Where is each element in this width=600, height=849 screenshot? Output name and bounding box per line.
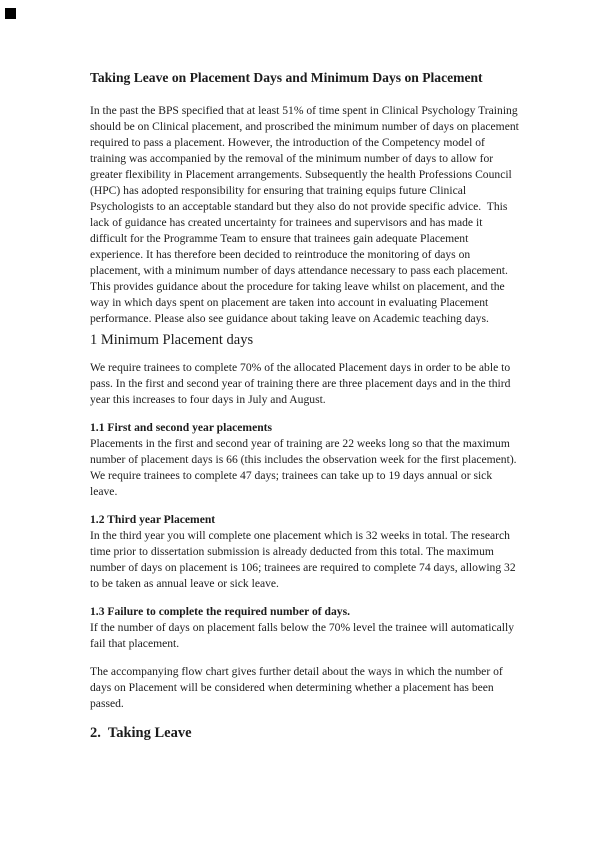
section-1-3-heading: 1.3 Failure to complete the required number of days. xyxy=(90,605,350,618)
section-1-1-paragraph: Placements in the first and second year of training are 22 weeks long so that the maximum number of placement days is 66 (this includes the observation week for the first placement). We require trainees to complete 47 days; trainees can take up to 19 days annual or sick leave. xyxy=(90,437,520,498)
document-title: Taking Leave on Placement Days and Minimum Days on Placement xyxy=(90,70,483,85)
section-1-2-heading: 1.2 Third year Placement xyxy=(90,513,216,526)
corner-black-square-mark xyxy=(5,8,16,19)
section-1-1-heading: 1.1 First and second year placements xyxy=(90,421,273,434)
section-1-paragraph: We require trainees to complete 70% of the allocated Placement days in order to be able to pass. In the first and second year of training there are three placement days and in the third year this increases to four days in July and August. xyxy=(90,361,514,406)
document-content xyxy=(90,69,520,743)
section-1-heading: 1 Minimum Placement days xyxy=(90,332,254,348)
section-1-3-paragraph: If the number of days on placement falls below the 70% level the trainee will automatically fail that placement. xyxy=(90,621,517,650)
intro-paragraph: In the past the BPS specified that at least 51% of time spent in Clinical Psychology Training should be on Clinical placement, and proscribed the minimum number of days on placement required to pass a placement. However, the introduction of the Competency model of training was accompanied by the removal of the minimum number of days to allow for greater flexibility in Placement arrangements. Subsequently the health Professions Council (HPC) has adopted responsibility for ensuring that training equips future Clinical Psychologists to an acceptable standard but they also do not provide specific advice. This lack of guidance has created uncertainty for trainees and supervisors and has made it difficult for the Programme Team to ensure that trainees gain adequate Placement experience. It has therefore been decided to reintroduce the monitoring of days on placement, with a minimum number of days attendance necessary to pass each placement. This provides guidance about the procedure for taking leave whilst on placement, and the way in which days spent on placement are taken into account in evaluating Placement performance. Please also see guidance about taking leave on Academic teaching days. xyxy=(90,104,522,325)
closing-paragraph: The accompanying flow chart gives further detail about the ways in which the number of days on Placement will be considered when determining whether a placement has been passed. xyxy=(90,665,506,710)
section-2-heading: 2. Taking Leave xyxy=(90,725,192,741)
section-1-2-paragraph: In the third year you will complete one placement which is 32 weeks in total. The research time prior to dissertation submission is already deducted from this total. The maximum number of days on placement is 106; trainees are required to complete 74 days, allowing 32 to be taken as annual leave or sick leave. xyxy=(90,529,519,590)
